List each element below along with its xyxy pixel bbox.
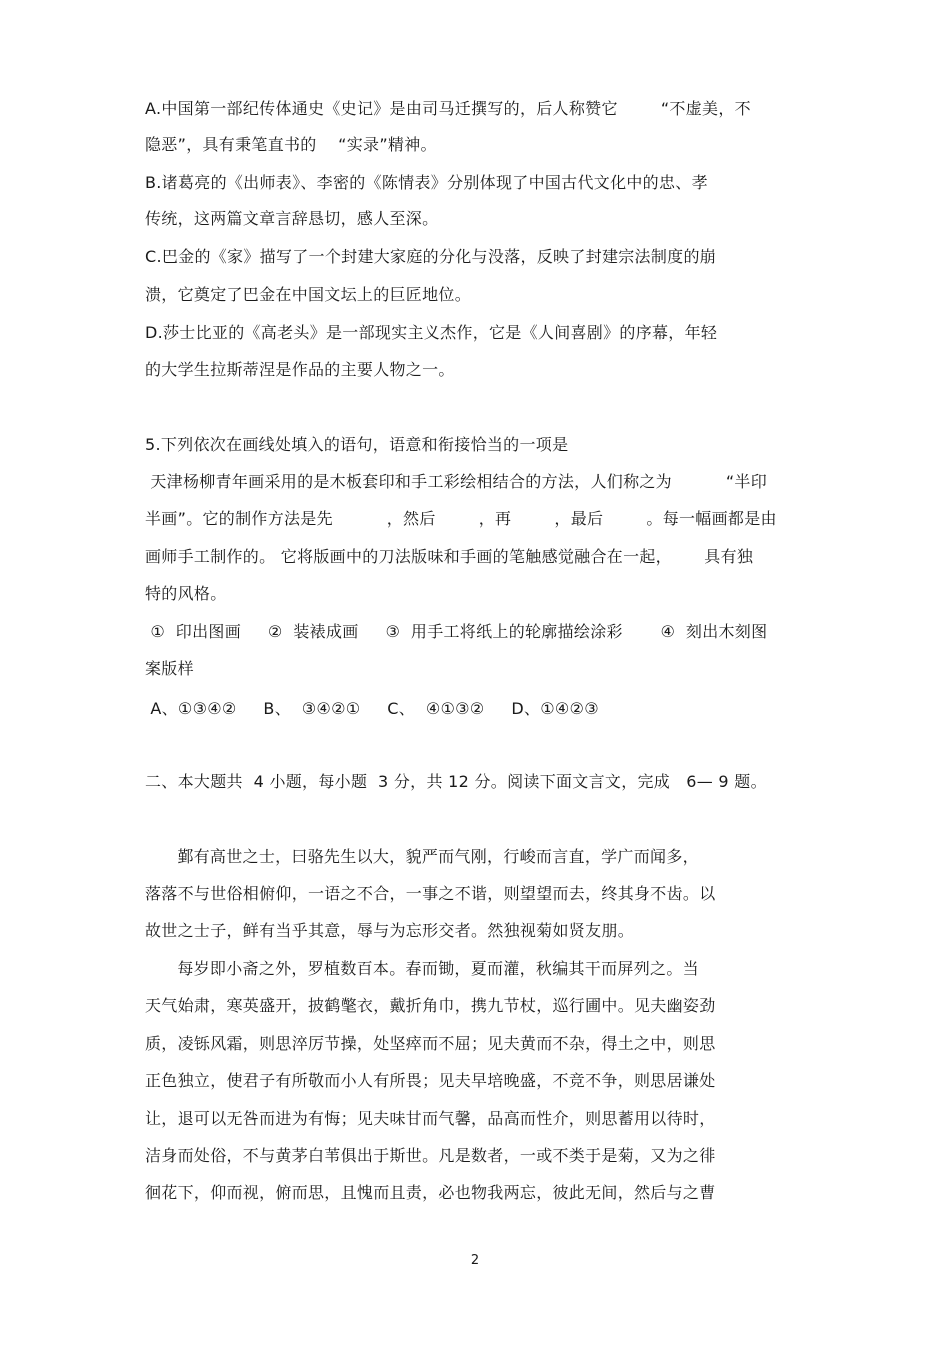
text-line: B.诸葛亮的《出师表》、李密的《陈情表》分别体现了中国古代文化中的忠、孝 <box>145 173 708 192</box>
passage-line: 每岁即小斋之外，罗植数百本。春而锄，夏而灌，秋编其干而屏列之。当 <box>145 959 699 978</box>
text-line: 传统，这两篇文章言辞恳切，感人至深。 <box>145 209 439 228</box>
text-line: 画师手工制作的。 它将版画中的刀法版味和手画的笔触感觉融合在一起， 具有独 <box>145 547 754 566</box>
passage-line: 鄞有高世之士，曰骆先生以大，貌严而气刚，行峻而言直，学广而闻多， <box>145 847 699 866</box>
text-line: 特的风格。 <box>145 584 227 603</box>
text-line: 溃，它奠定了巴金在中国文坛上的巨匠地位。 <box>145 285 472 304</box>
passage-line: 正色独立，使君子有所敬而小人有所畏；见夫早培晚盛，不竞不争，则思居谦处 <box>145 1071 716 1090</box>
page-number: 2 <box>470 1253 480 1268</box>
options-line: ① 印出图画 ② 装裱成画 ③ 用手工将纸上的轮廓描绘涂彩 ④ 刻出木刻图 <box>145 622 768 641</box>
text-line: 天津杨柳青年画采用的是木板套印和手工彩绘相结合的方法，人们称之为 “半印 <box>145 472 768 491</box>
options-line: 案版样 <box>145 659 194 678</box>
passage-line: 故世之士子，鲜有当乎其意，辱与为忘形交者。然独视菊如贤友朋。 <box>145 921 635 940</box>
text-line: 隐恶”，具有秉笔直书的 “实录”精神。 <box>145 135 437 154</box>
passage-line: 让，退可以无咎而进为有悔；见夫味甘而气馨，品高而性介，则思蓄用以待时， <box>145 1109 716 1128</box>
text-line: 半画”。它的制作方法是先 ，然后 ，再 ，最后 。每一幅画都是由 <box>145 509 777 528</box>
text-line: C.巴金的《家》描写了一个封建大家庭的分化与没落，反映了封建宗法制度的崩 <box>145 247 717 266</box>
answer-choices: A、①③④② B、 ③④②① C、 ④①③② D、①④②③ <box>145 699 599 718</box>
section-heading: 二、本大题共 4 小题，每小题 3 分，共 12 分。阅读下面文言文，完成 6— 9 题。 <box>145 772 767 791</box>
passage-line: 洁身而处俗，不与黄茅白苇俱出于斯世。凡是数者，一或不类于是菊，又为之徘 <box>145 1146 716 1165</box>
text-line: 的大学生拉斯蒂涅是作品的主要人物之一。 <box>145 360 455 379</box>
text-line: A.中国第一部纪传体通史《史记》是由司马迁撰写的，后人称赞它 “不虚美，不 <box>145 99 751 118</box>
passage-line: 质，凌铄风霜，则思淬厉节操，处坚瘁而不屈；见夫黄而不杂，得土之中，则思 <box>145 1034 716 1053</box>
question-heading: 5.下列依次在画线处填入的语句，语意和衔接恰当的一项是 <box>145 435 569 454</box>
text-line: D.莎士比亚的《高老头》是一部现实主义杰作，它是《人间喜剧》的序幕，年轻 <box>145 323 718 342</box>
passage-line: 落落不与世俗相俯仰，一语之不合，一事之不谐，则望望而去，终其身不齿。以 <box>145 884 716 903</box>
passage-line: 徊花下，仰而视，俯而思，且愧而且责，必也物我两忘，彼此无间，然后与之曹 <box>145 1183 716 1202</box>
passage-line: 天气始肃，寒英盛开，披鹤氅衣，戴折角巾，携九节杖，巡行圃中。见夫幽姿劲 <box>145 996 716 1015</box>
